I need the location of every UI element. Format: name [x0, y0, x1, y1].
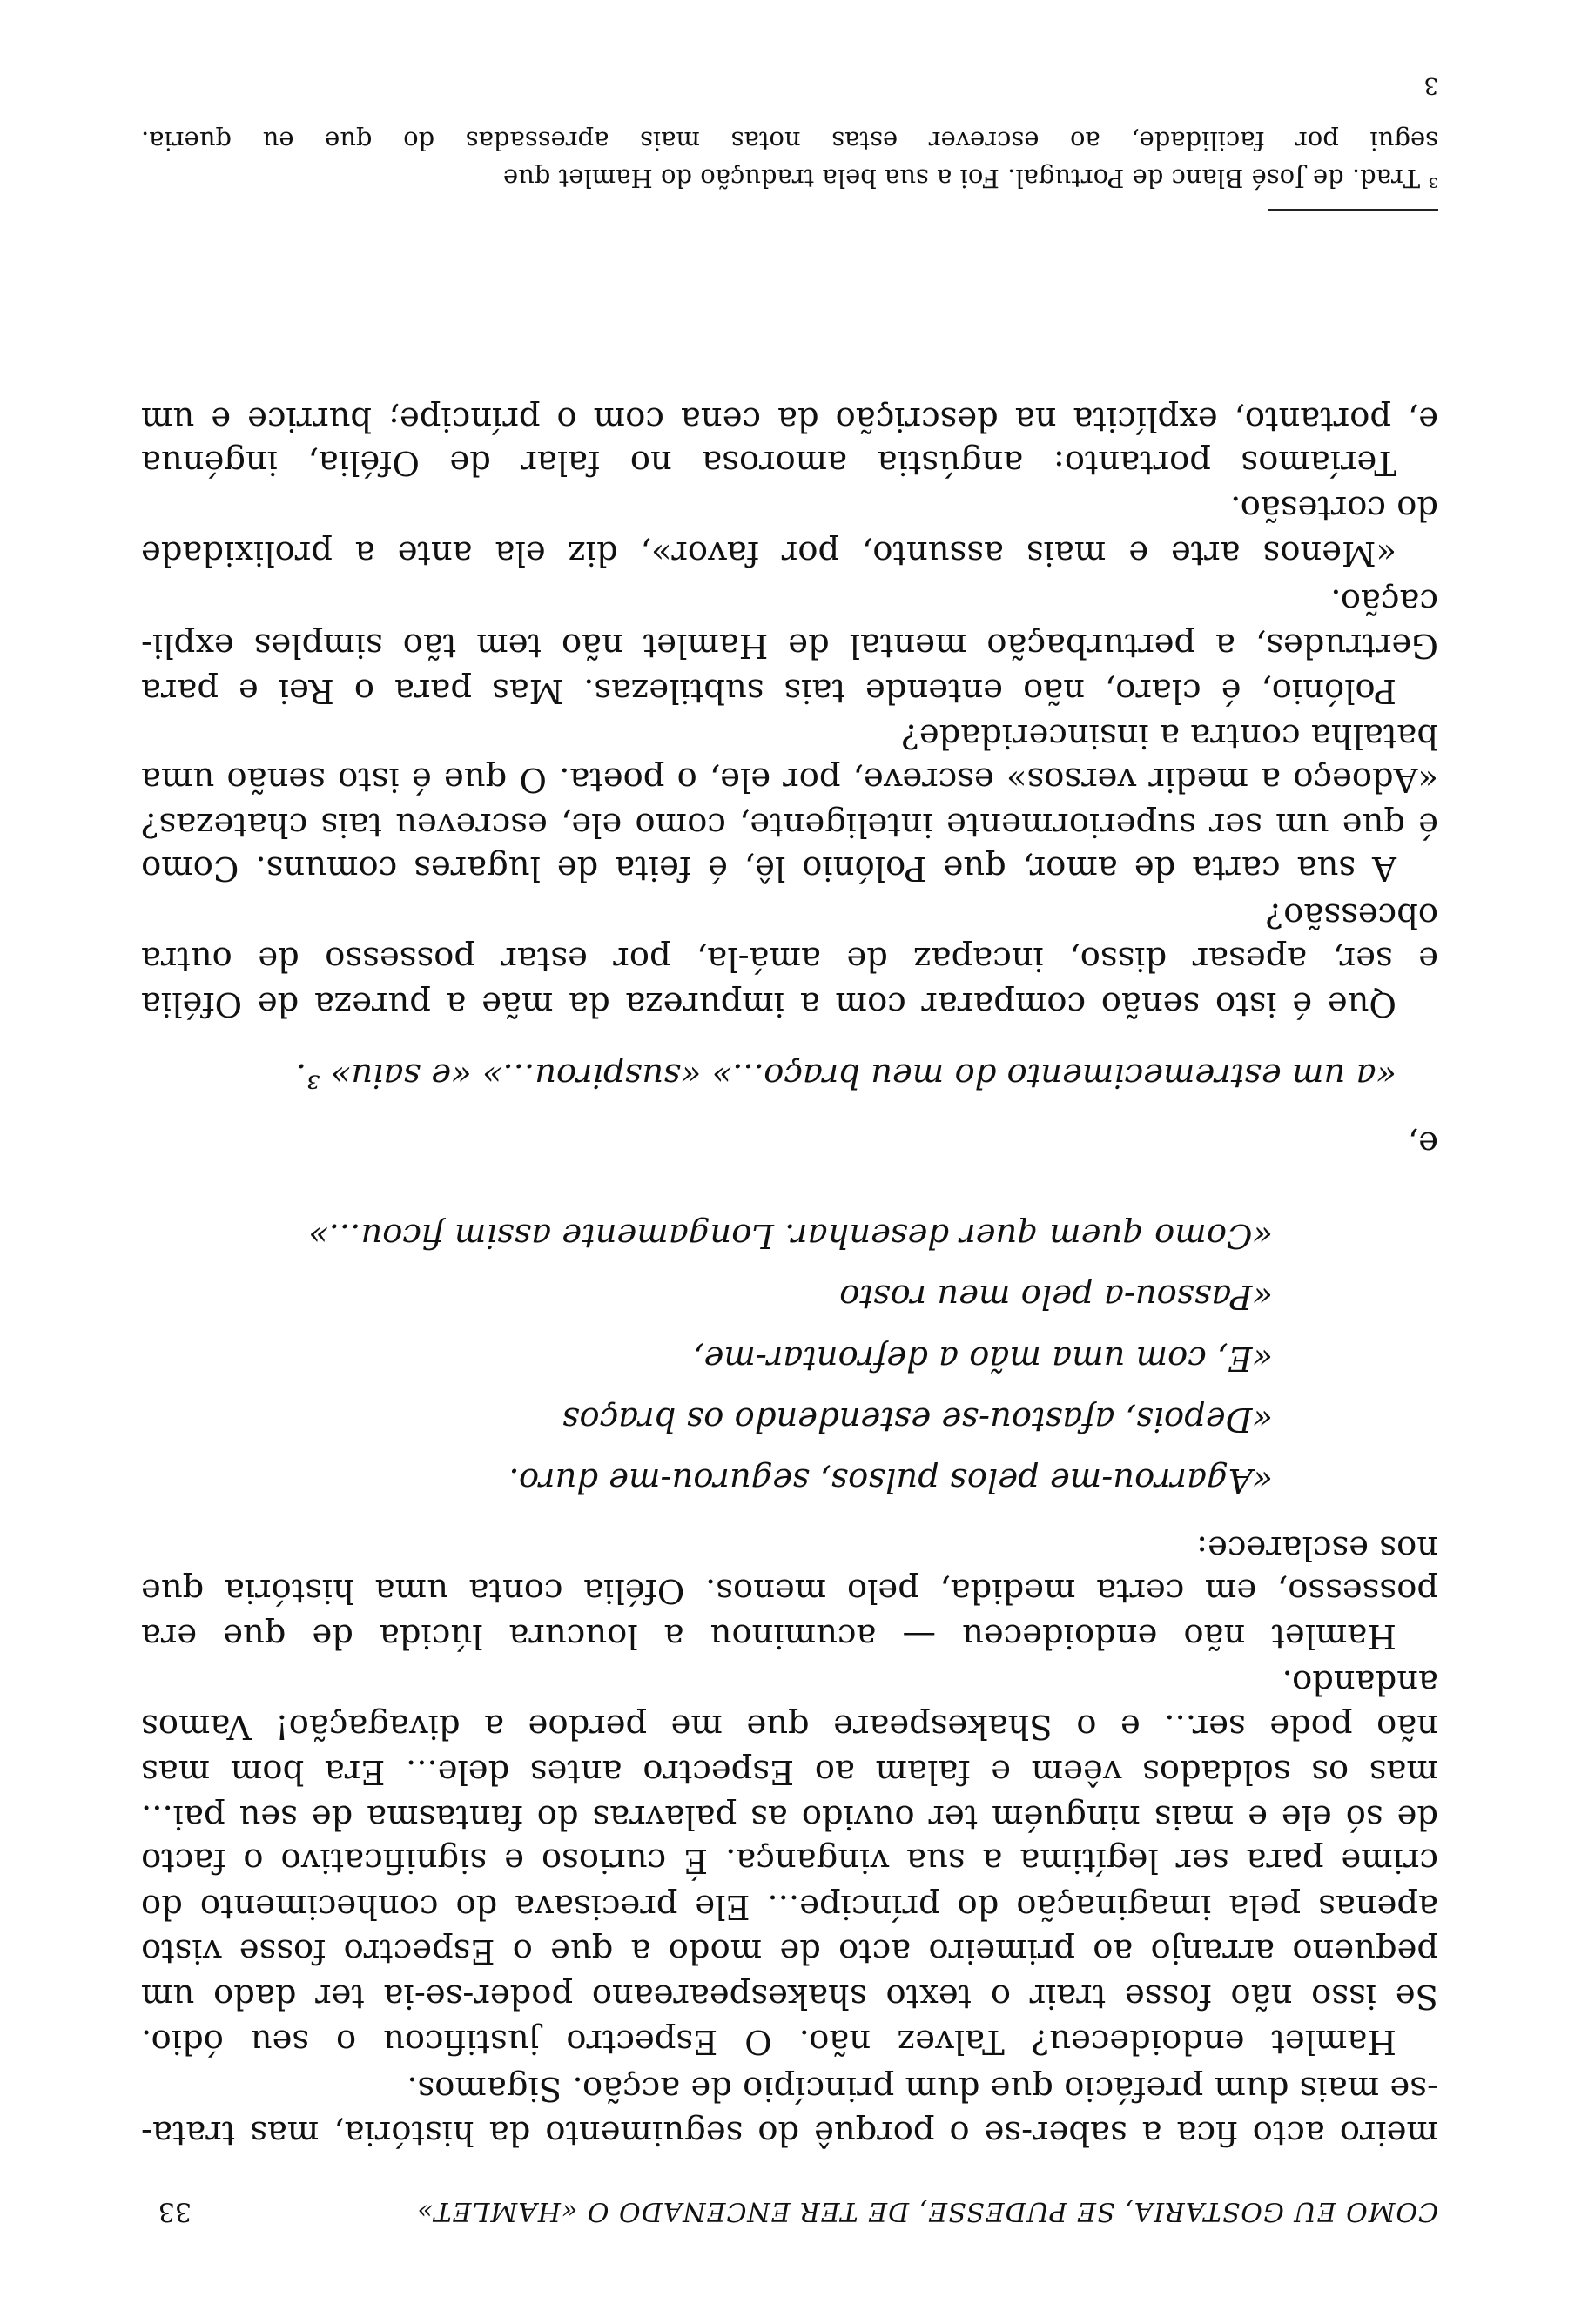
text-line: «Agarrou-me pelos pulsos, segurou-me duro. [508, 1461, 1273, 1500]
text-line: crime para ser legítima a sua vingança. É curioso e significativo o facto [141, 1841, 1438, 1880]
text-line: andando. [1282, 1662, 1438, 1702]
text-line: cação. [1330, 581, 1438, 621]
text-line: não pode ser... e o Shakespeare que me perdoe a divagação! Vamos [141, 1707, 1438, 1746]
text-line: «Menos arte e mais assunto, por favor», diz ela ante a prolixidade [141, 534, 1396, 573]
text-line: Polónio, é claro, não entende tais subtilezas. Mas para o Rei e para [141, 671, 1396, 710]
footnote-rule [1268, 209, 1438, 211]
text-line: Que é isto senão comparar com a impureza da mãe a pureza de Ofélia [141, 984, 1396, 1024]
text-line: do cortesão. [1230, 488, 1438, 527]
text-line: e, [1407, 1124, 1438, 1163]
text-line: apenas pela imaginação do príncipe... Ele precisava do conhecimento do [141, 1887, 1438, 1926]
text-line: mas os soldados vêem e falam ao Espectro antes dele... Era bom mas [141, 1752, 1438, 1791]
text-line: -se mais dum prefácio que dum princípio de acção. Sigamos. [407, 2069, 1438, 2108]
text-line: e ser, apesar disso, incapaz de amá-la, por estar possesso de outra [141, 939, 1438, 978]
text-line: obcessão? [1265, 896, 1438, 935]
running-title: COMO EU GOSTARIA, SE PUDESSE, DE TER ENCENADO O «HAMLET» [416, 2196, 1438, 2227]
footnote-line-1: ³ Trad. de José Blanc de Portugal. Foi a sua bela tradução do Hamlet que [502, 164, 1438, 193]
text-line: meiro acto fica a saber-se o porquê do seguimento da história, mas trata- [141, 2113, 1438, 2153]
text-line: nos esclarece: [1196, 1528, 1438, 1568]
text-line: «Depois, afastou-se estendendo os braços [562, 1400, 1273, 1439]
text-line: Gertrudes, a perturbação mental de Hamlet não tem tão simples expli- [141, 626, 1438, 665]
text-line: A sua carta de amor, que Polónio lê, é feita de lugares comuns. Como [141, 849, 1396, 888]
footnote-page-number: 3 [1423, 72, 1438, 98]
footnote-line-2: segui por facilidade, ao escrever estas notas mais apressadas do que eu queria. [141, 126, 1438, 156]
text-line: «a um estremecimento do meu braço...» «suspirou...» «e saiu» ³. [295, 1056, 1396, 1095]
text-line: pequeno arranjo ao primeiro acto de modo a que o Espectro fosse visto [141, 1931, 1438, 1971]
text-line: «Adoeço a medir versos» escreve, por ele, o poeta. O que é isto senão uma [141, 760, 1438, 799]
text-line: Hamlet endoideceu? Talvez não. O Espectro justificou o seu ódio. [141, 2022, 1396, 2061]
text-line: «E, com uma mão a defrontar-me, [693, 1339, 1273, 1378]
page-number: 33 [158, 2196, 192, 2227]
text-line: possesso, em certa medida, pelo menos. Ofélia conta uma história que [141, 1571, 1438, 1610]
text-line: Hamlet não endoideceu — acuminou a loucura lúcida de que era [141, 1616, 1396, 1656]
text-line: é que um ser superiormente inteligente, como ele, escreveu tais chatezas? [141, 805, 1438, 844]
text-line: batalha contra a insinceridade? [901, 716, 1438, 756]
text-line: Teríamos portanto: angústia amorosa no falar de Ofélia, ingénua [141, 443, 1396, 482]
text-line: Se isso não fosse trair o texto shakespeareano poder-se-ia ter dado um [141, 1977, 1438, 2016]
text-line: de só ele e mais ninguém ter ouvido as palavras do fantasma de seu pai... [141, 1797, 1438, 1837]
text-line: e, portanto, explícita na descrição da cena com o príncipe; burrice e um [141, 400, 1438, 439]
text-line: «Passou-a pelo meu rosto [839, 1277, 1273, 1316]
text-line: «Como quem quer desenhar. Longamente assim ficou...» [308, 1216, 1273, 1255]
